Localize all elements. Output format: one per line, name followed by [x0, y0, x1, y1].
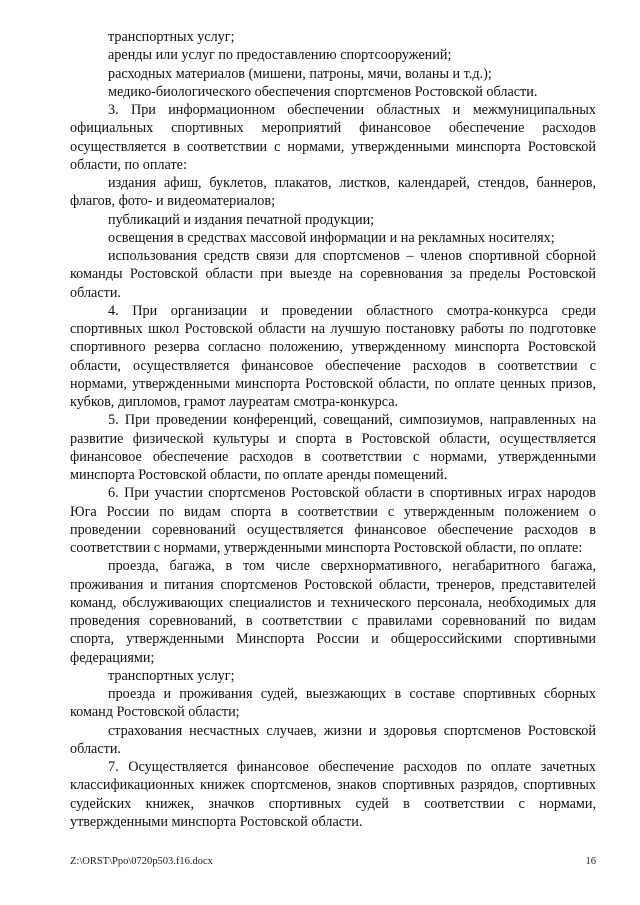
list-item: использования средств связи для спортсменов – членов спортивной сборной команды Ростовской области при выезде на соревнования за пределы Ростовской области.: [70, 248, 596, 301]
list-item: проезда и проживания судей, выезжающих в составе спортивных сборных команд Ростовской области;: [70, 686, 596, 721]
paragraph-4: 4. При организации и проведении областного смотра-конкурса среди спортивных школ Ростовской области на лучшую постановку работы по подготовке спортивного резерва согласно положению, утвержденному минспорта Ростовской области, осуществляется финансовое обеспечение расходов в соответствии с нормами, утвержденными минспорта Ростовской области, по оплате ценных призов, кубков, дипломов, грамот лауреатам смотра-конкурса.: [70, 302, 596, 410]
page-number: 16: [585, 856, 596, 867]
list-item: освещения в средствах массовой информации и на рекламных носителях;: [108, 229, 555, 246]
list-item: расходных материалов (мишени, патроны, мячи, воланы и т.д.);: [108, 65, 492, 82]
list-item: издания афиш, буклетов, плакатов, листков, календарей, стендов, баннеров, флагов, фото- и видеоматериалов;: [70, 175, 596, 210]
list-item: проезда, багажа, в том числе сверхнормативного, негабаритного багажа, проживания и питания спортсменов Ростовской области, тренеров, представителей команд, обслуживающих специалистов и технического персонала, необходимых для проведения соревнований, в соответствии с правилами соревнований по видам спорта, утвержденными Минспорта России и общероссийскими спортивными федерациями;: [70, 558, 596, 666]
list-item: аренды или услуг по предоставлению спортсооружений;: [108, 47, 452, 64]
paragraph-5: 5. При проведении конференций, совещаний, симпозиумов, направленных на развитие физической культуры и спорта в Ростовской области, осуществляется финансовое обеспечение расходов в соответствии с нормами, утвержденными минспорта Ростовской области, по оплате аренды помещений.: [70, 412, 596, 483]
paragraph-3: 3. При информационном обеспечении областных и межмуниципальных официальных спортивных мероприятий финансовое обеспечение расходов осуществляется в соответствии с нормами, утвержденными минспорта Ростовской области, по оплате:: [70, 102, 596, 173]
list-item: публикаций и издания печатной продукции;: [108, 211, 375, 228]
list-item: страхования несчастных случаев, жизни и здоровья спортсменов Ростовской области.: [70, 722, 596, 757]
paragraph-6: 6. При участии спортсменов Ростовской области в спортивных играх народов Юга России по видам спорта в соответствии с утвержденным положением о проведении соревнований осуществляется финансовое обеспечение расходов в соответствии с нормами, утвержденными минспорта Ростовской области, по оплате:: [70, 485, 596, 556]
list-item: медико-биологического обеспечения спортсменов Ростовской области.: [108, 83, 538, 100]
list-item: транспортных услуг;: [108, 29, 235, 45]
file-path: Z:\ORST\Ppo\0720p503.f16.docx: [70, 856, 213, 867]
document-page: [70, 28, 596, 831]
paragraph-7: 7. Осуществляется финансовое обеспечение расходов по оплате зачетных классификационных книжек спортсменов, знаков спортивных разрядов, спортивных судейских книжек, значков спортивных судей в соответствии с нормами, утвержденными минспорта Ростовской области.: [70, 759, 596, 830]
list-item: транспортных услуг;: [108, 667, 235, 684]
